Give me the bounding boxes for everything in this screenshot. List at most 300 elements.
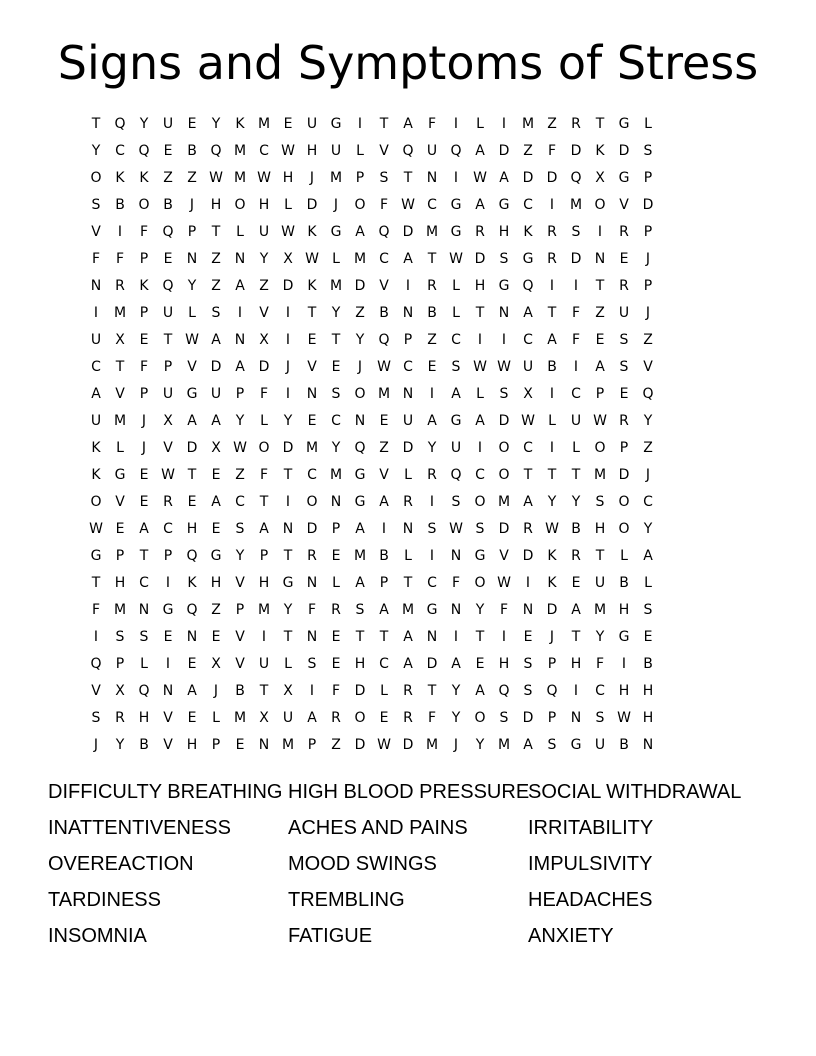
word-list-item: HEADACHES xyxy=(528,889,653,911)
grid-letter: Z xyxy=(523,143,533,159)
grid-letter: T xyxy=(379,629,389,645)
grid-letter: I xyxy=(309,683,315,699)
grid-letter: E xyxy=(379,413,389,429)
grid-letter: A xyxy=(475,197,485,213)
grid-letter: Z xyxy=(211,251,221,267)
grid-letter: I xyxy=(501,332,507,348)
grid-letter: R xyxy=(307,548,317,564)
grid-letter: U xyxy=(450,440,462,456)
grid-letter: I xyxy=(285,305,291,321)
grid-letter: H xyxy=(306,143,318,159)
grid-letter: M xyxy=(353,251,367,267)
grid-row xyxy=(84,462,732,489)
grid-letter: S xyxy=(307,656,317,672)
grid-letter: R xyxy=(403,710,413,726)
grid-row xyxy=(84,705,732,732)
grid-letter: A xyxy=(403,116,413,132)
grid-letter: E xyxy=(331,359,341,375)
grid-letter: E xyxy=(523,629,533,645)
grid-letter: N xyxy=(186,251,198,267)
grid-letter: Y xyxy=(427,440,437,456)
grid-letter: I xyxy=(501,629,507,645)
grid-letter: D xyxy=(402,737,414,753)
grid-letter: Z xyxy=(379,440,389,456)
word-list-item: ANXIETY xyxy=(528,925,614,947)
grid-letter: O xyxy=(258,440,270,456)
grid-letter: E xyxy=(211,521,221,537)
grid-letter: P xyxy=(619,440,629,456)
grid-letter: B xyxy=(379,305,389,321)
grid-letter: L xyxy=(236,224,244,240)
grid-letter: D xyxy=(354,737,366,753)
grid-letter: A xyxy=(451,386,461,402)
grid-letter: S xyxy=(619,332,629,348)
grid-letter: X xyxy=(211,440,221,456)
grid-letter: M xyxy=(377,386,391,402)
grid-letter: O xyxy=(90,170,102,186)
grid-letter: Y xyxy=(235,548,245,564)
grid-letter: Y xyxy=(211,116,221,132)
grid-letter: W xyxy=(497,359,511,375)
grid-letter: G xyxy=(354,467,366,483)
grid-letter: U xyxy=(330,143,342,159)
grid-letter: I xyxy=(165,575,171,591)
grid-row xyxy=(84,246,732,273)
grid-letter: K xyxy=(235,116,245,132)
grid-row xyxy=(84,192,732,219)
grid-row xyxy=(84,111,732,138)
grid-letter: Y xyxy=(91,143,101,159)
grid-letter: F xyxy=(427,710,437,726)
grid-letter: G xyxy=(450,197,462,213)
grid-letter: T xyxy=(523,467,533,483)
grid-letter: W xyxy=(473,359,487,375)
grid-letter: I xyxy=(621,656,627,672)
grid-letter: O xyxy=(594,440,606,456)
grid-letter: L xyxy=(476,116,484,132)
grid-letter: Q xyxy=(114,116,126,132)
grid-letter: T xyxy=(355,629,365,645)
grid-letter: N xyxy=(450,602,462,618)
grid-letter: F xyxy=(91,602,101,618)
grid-row xyxy=(84,624,732,651)
grid-letter: T xyxy=(427,251,437,267)
page-title: Signs and Symptoms of Stress xyxy=(57,36,759,90)
grid-letter: A xyxy=(91,386,101,402)
grid-letter: T xyxy=(547,467,557,483)
grid-letter: X xyxy=(259,710,269,726)
grid-letter: U xyxy=(402,413,414,429)
grid-letter: P xyxy=(259,548,269,564)
grid-letter: C xyxy=(427,575,437,591)
grid-letter: K xyxy=(547,575,557,591)
grid-letter: E xyxy=(379,710,389,726)
grid-letter: S xyxy=(427,521,437,537)
grid-letter: E xyxy=(211,467,221,483)
grid-letter: U xyxy=(258,224,270,240)
word-list xyxy=(48,778,768,958)
grid-row xyxy=(84,408,732,435)
grid-letter: A xyxy=(427,413,437,429)
grid-letter: T xyxy=(91,116,101,132)
grid-letter: L xyxy=(284,197,292,213)
grid-letter: I xyxy=(285,386,291,402)
grid-letter: S xyxy=(91,197,101,213)
grid-letter: Y xyxy=(331,305,341,321)
grid-letter: J xyxy=(357,359,363,375)
grid-letter: C xyxy=(523,332,533,348)
grid-letter: I xyxy=(453,629,459,645)
grid-letter: V xyxy=(163,710,173,726)
grid-letter: Y xyxy=(451,683,461,699)
grid-letter: K xyxy=(139,278,149,294)
grid-letter: K xyxy=(523,224,533,240)
grid-letter: Q xyxy=(354,440,366,456)
grid-letter: D xyxy=(306,521,318,537)
grid-letter: N xyxy=(306,575,318,591)
grid-row xyxy=(84,138,732,165)
grid-letter: V xyxy=(379,143,389,159)
grid-letter: I xyxy=(429,548,435,564)
grid-row xyxy=(84,597,732,624)
word-list-item: ACHES AND PAINS xyxy=(288,817,468,839)
grid-letter: D xyxy=(474,251,486,267)
grid-letter: A xyxy=(523,494,533,510)
grid-letter: Y xyxy=(475,602,485,618)
grid-letter: F xyxy=(115,251,125,267)
grid-letter: D xyxy=(498,413,510,429)
grid-letter: Z xyxy=(235,467,245,483)
grid-row xyxy=(84,354,732,381)
grid-letter: D xyxy=(642,197,654,213)
grid-letter: P xyxy=(547,656,557,672)
grid-letter: G xyxy=(618,116,630,132)
grid-letter: M xyxy=(329,278,343,294)
grid-letter: F xyxy=(331,683,341,699)
grid-letter: E xyxy=(139,332,149,348)
grid-letter: I xyxy=(357,116,363,132)
grid-letter: O xyxy=(498,467,510,483)
grid-letter: W xyxy=(89,521,103,537)
grid-letter: Z xyxy=(187,170,197,186)
grid-letter: F xyxy=(259,386,269,402)
grid-letter: C xyxy=(643,494,653,510)
grid-letter: I xyxy=(573,278,579,294)
grid-letter: I xyxy=(597,224,603,240)
grid-letter: F xyxy=(547,143,557,159)
grid-letter: S xyxy=(115,629,125,645)
grid-letter: T xyxy=(187,467,197,483)
grid-letter: B xyxy=(643,656,653,672)
grid-letter: D xyxy=(522,170,534,186)
grid-letter: E xyxy=(475,656,485,672)
grid-letter: O xyxy=(138,197,150,213)
grid-letter: I xyxy=(549,197,555,213)
grid-letter: Y xyxy=(283,413,293,429)
grid-letter: I xyxy=(573,683,579,699)
grid-letter: D xyxy=(618,143,630,159)
grid-letter: U xyxy=(426,143,438,159)
grid-letter: A xyxy=(523,305,533,321)
grid-letter: T xyxy=(283,629,293,645)
grid-letter: A xyxy=(235,278,245,294)
grid-letter: P xyxy=(379,575,389,591)
grid-letter: L xyxy=(644,575,652,591)
word-list-item: FATIGUE xyxy=(288,925,373,947)
grid-letter: N xyxy=(234,332,246,348)
grid-letter: T xyxy=(115,359,125,375)
grid-letter: I xyxy=(117,224,123,240)
grid-letter: A xyxy=(355,575,365,591)
grid-letter: F xyxy=(139,224,149,240)
grid-letter: G xyxy=(450,224,462,240)
grid-letter: Q xyxy=(378,332,390,348)
grid-letter: P xyxy=(163,359,173,375)
grid-letter: D xyxy=(522,548,534,564)
grid-letter: O xyxy=(90,494,102,510)
grid-letter: U xyxy=(162,305,174,321)
grid-letter: M xyxy=(305,440,319,456)
grid-letter: M xyxy=(425,224,439,240)
grid-letter: U xyxy=(90,413,102,429)
grid-letter: P xyxy=(403,332,413,348)
grid-letter: V xyxy=(91,224,101,240)
grid-letter: C xyxy=(139,575,149,591)
grid-letter: E xyxy=(427,359,437,375)
grid-letter: V xyxy=(115,494,125,510)
grid-letter: D xyxy=(354,683,366,699)
grid-letter: T xyxy=(595,116,605,132)
grid-letter: G xyxy=(498,278,510,294)
grid-letter: P xyxy=(139,251,149,267)
grid-letter: V xyxy=(307,359,317,375)
grid-letter: R xyxy=(619,413,629,429)
grid-row xyxy=(84,570,732,597)
grid-row xyxy=(84,732,732,759)
grid-letter: R xyxy=(619,278,629,294)
grid-letter: D xyxy=(546,602,558,618)
grid-letter: V xyxy=(643,359,653,375)
grid-letter: W xyxy=(593,413,607,429)
grid-letter: P xyxy=(211,737,221,753)
grid-letter: Q xyxy=(90,656,102,672)
grid-letter: N xyxy=(570,710,582,726)
grid-row xyxy=(84,273,732,300)
grid-letter: O xyxy=(474,575,486,591)
grid-letter: M xyxy=(257,116,271,132)
grid-letter: C xyxy=(379,656,389,672)
grid-letter: Q xyxy=(162,224,174,240)
word-list-item: MOOD SWINGS xyxy=(288,853,437,875)
grid-letter: B xyxy=(547,359,557,375)
grid-letter: A xyxy=(211,494,221,510)
grid-letter: M xyxy=(401,602,415,618)
letter-grid xyxy=(84,111,732,759)
grid-letter: I xyxy=(477,332,483,348)
grid-letter: E xyxy=(163,251,173,267)
grid-letter: M xyxy=(425,737,439,753)
grid-letter: E xyxy=(331,656,341,672)
grid-letter: E xyxy=(619,251,629,267)
grid-letter: V xyxy=(91,683,101,699)
grid-letter: I xyxy=(429,386,435,402)
grid-letter: A xyxy=(475,683,485,699)
grid-letter: G xyxy=(330,116,342,132)
grid-letter: W xyxy=(449,521,463,537)
grid-letter: W xyxy=(257,170,271,186)
grid-letter: S xyxy=(331,386,341,402)
grid-letter: C xyxy=(595,683,605,699)
grid-letter: L xyxy=(332,251,340,267)
grid-letter: W xyxy=(305,251,319,267)
grid-letter: S xyxy=(595,494,605,510)
grid-letter: R xyxy=(571,548,581,564)
grid-letter: W xyxy=(377,359,391,375)
grid-letter: L xyxy=(284,656,292,672)
grid-letter: A xyxy=(211,332,221,348)
grid-letter: Y xyxy=(235,413,245,429)
grid-letter: H xyxy=(474,278,486,294)
grid-letter: H xyxy=(138,710,150,726)
grid-letter: Z xyxy=(643,440,653,456)
grid-letter: W xyxy=(617,710,631,726)
grid-letter: Z xyxy=(331,737,341,753)
grid-letter: Z xyxy=(211,602,221,618)
grid-letter: V xyxy=(235,629,245,645)
grid-letter: S xyxy=(499,386,509,402)
grid-letter: A xyxy=(571,602,581,618)
grid-letter: Q xyxy=(186,602,198,618)
grid-letter: P xyxy=(115,548,125,564)
grid-letter: F xyxy=(379,197,389,213)
grid-letter: W xyxy=(161,467,175,483)
grid-letter: E xyxy=(187,494,197,510)
grid-letter: I xyxy=(549,440,555,456)
grid-letter: U xyxy=(162,116,174,132)
grid-letter: C xyxy=(115,143,125,159)
grid-letter: N xyxy=(594,251,606,267)
grid-letter: T xyxy=(283,467,293,483)
grid-letter: N xyxy=(282,521,294,537)
grid-letter: T xyxy=(331,332,341,348)
grid-letter: V xyxy=(259,305,269,321)
grid-letter: H xyxy=(642,710,654,726)
grid-letter: C xyxy=(379,251,389,267)
grid-letter: W xyxy=(209,170,223,186)
grid-letter: T xyxy=(571,467,581,483)
grid-letter: Q xyxy=(570,170,582,186)
grid-letter: T xyxy=(595,278,605,294)
grid-letter: E xyxy=(235,737,245,753)
grid-letter: C xyxy=(523,440,533,456)
grid-letter: O xyxy=(498,440,510,456)
grid-letter: R xyxy=(331,602,341,618)
word-list-item: HIGH BLOOD PRESSURE xyxy=(288,781,530,803)
grid-letter: J xyxy=(213,683,219,699)
grid-letter: D xyxy=(282,278,294,294)
grid-letter: L xyxy=(404,467,412,483)
grid-letter: I xyxy=(453,170,459,186)
grid-letter: U xyxy=(594,737,606,753)
grid-letter: S xyxy=(91,710,101,726)
word-list-item: IRRITABILITY xyxy=(528,817,654,839)
grid-letter: X xyxy=(523,386,533,402)
grid-letter: B xyxy=(115,197,125,213)
grid-letter: T xyxy=(547,305,557,321)
grid-row xyxy=(84,165,732,192)
grid-letter: N xyxy=(306,629,318,645)
grid-letter: G xyxy=(474,548,486,564)
grid-letter: A xyxy=(187,683,197,699)
grid-letter: G xyxy=(498,197,510,213)
grid-letter: A xyxy=(235,359,245,375)
grid-letter: G xyxy=(618,629,630,645)
grid-letter: I xyxy=(501,116,507,132)
grid-letter: J xyxy=(93,737,99,753)
grid-letter: G xyxy=(282,575,294,591)
grid-letter: U xyxy=(306,116,318,132)
grid-row xyxy=(84,327,732,354)
grid-letter: B xyxy=(427,305,437,321)
grid-letter: T xyxy=(139,548,149,564)
grid-letter: T xyxy=(403,575,413,591)
grid-letter: U xyxy=(522,359,534,375)
grid-letter: N xyxy=(138,602,150,618)
grid-letter: Y xyxy=(115,737,125,753)
grid-letter: G xyxy=(114,467,126,483)
grid-letter: J xyxy=(645,305,651,321)
grid-letter: Y xyxy=(643,521,653,537)
grid-letter: Q xyxy=(378,224,390,240)
grid-letter: Q xyxy=(450,467,462,483)
grid-letter: C xyxy=(403,359,413,375)
grid-letter: N xyxy=(450,548,462,564)
grid-letter: B xyxy=(163,197,173,213)
grid-letter: W xyxy=(281,143,295,159)
grid-letter: A xyxy=(547,332,557,348)
grid-letter: R xyxy=(427,278,437,294)
grid-letter: P xyxy=(235,386,245,402)
grid-letter: A xyxy=(139,521,149,537)
grid-letter: R xyxy=(547,251,557,267)
grid-letter: H xyxy=(258,575,270,591)
grid-letter: I xyxy=(93,629,99,645)
grid-letter: I xyxy=(405,278,411,294)
grid-letter: E xyxy=(331,629,341,645)
grid-letter: Z xyxy=(163,170,173,186)
grid-letter: J xyxy=(285,359,291,375)
grid-letter: L xyxy=(332,575,340,591)
grid-letter: R xyxy=(523,521,533,537)
grid-letter: H xyxy=(210,197,222,213)
grid-letter: T xyxy=(379,116,389,132)
grid-letter: M xyxy=(113,602,127,618)
grid-letter: Q xyxy=(498,683,510,699)
grid-letter: N xyxy=(306,386,318,402)
grid-letter: Q xyxy=(450,143,462,159)
grid-letter: A xyxy=(523,737,533,753)
grid-letter: Y xyxy=(259,251,269,267)
word-list-item: TARDINESS xyxy=(48,889,161,911)
grid-letter: G xyxy=(162,602,174,618)
grid-letter: E xyxy=(187,656,197,672)
grid-letter: B xyxy=(235,683,245,699)
grid-letter: E xyxy=(595,332,605,348)
word-list-item: DIFFICULTY BREATHING xyxy=(48,781,283,803)
grid-letter: M xyxy=(353,548,367,564)
grid-letter: L xyxy=(212,710,220,726)
grid-letter: H xyxy=(354,656,366,672)
